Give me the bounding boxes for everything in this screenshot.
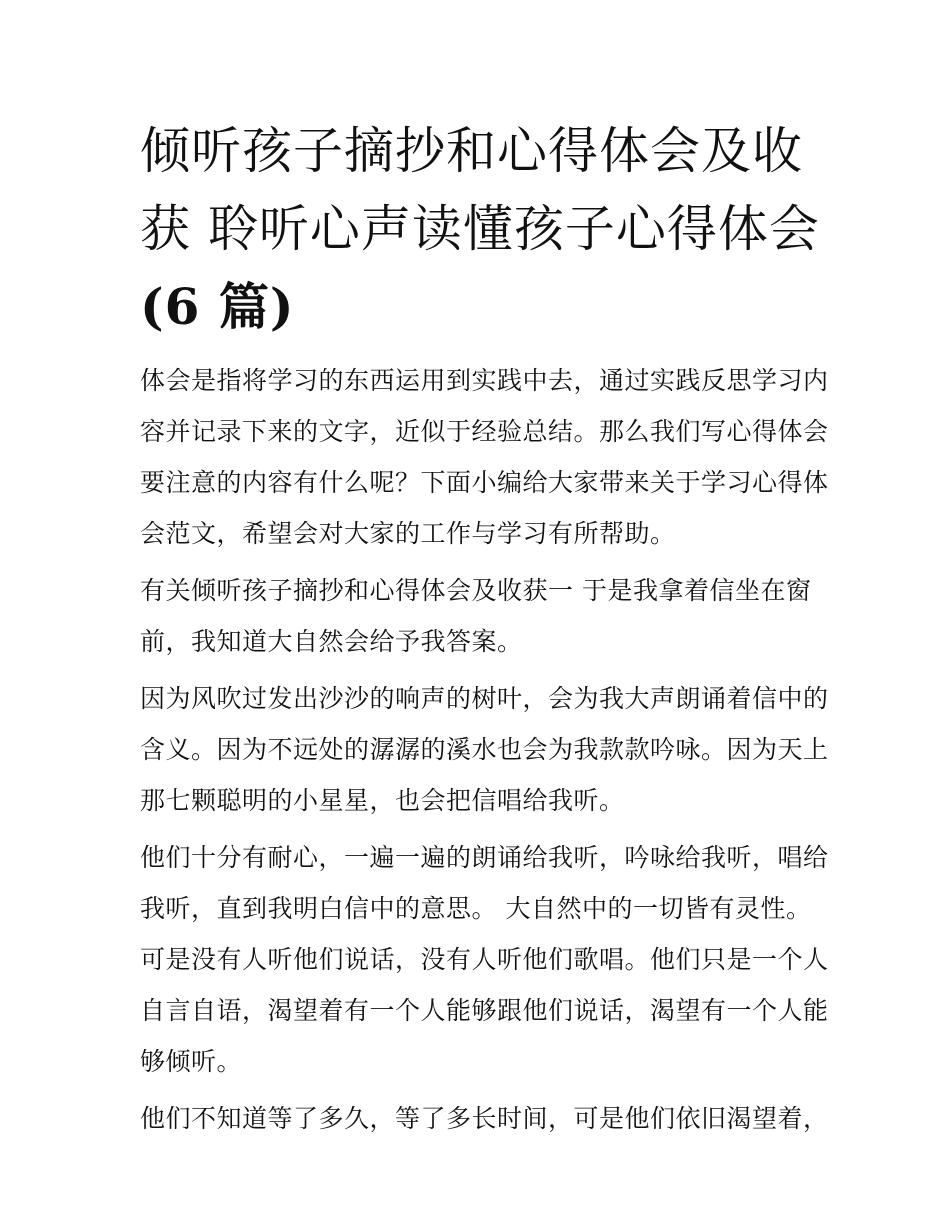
paragraph-line: 我听，直到我明白信中的意思。 大自然中的一切皆有灵性。	[140, 894, 812, 923]
paragraph-line: 要注意的内容有什么呢？下面小编给大家带来关于学习心得体	[140, 468, 829, 497]
paragraph-line: 体会是指将学习的东西运用到实践中去，通过实践反思学习内	[140, 366, 829, 395]
paragraph-line: 有关倾听孩子摘抄和心得体会及收获一 于是我拿着信坐在窗	[140, 576, 812, 605]
paragraph-line: 因为风吹过发出沙沙的响声的树叶，会为我大声朗诵着信中的	[140, 684, 829, 713]
paragraph-line: 可是没有人听他们说话，没有人听他们歌唱。他们只是一个人	[140, 945, 829, 974]
document-title	[140, 112, 820, 346]
title-line-3: (6 篇)	[140, 277, 295, 336]
paragraph-line: 他们不知道等了多久，等了多长时间，可是他们依旧渴望着，	[140, 1104, 829, 1133]
paragraph-line: 够倾听。	[140, 1047, 243, 1076]
paragraph-section-1	[140, 565, 815, 667]
paragraph-wind	[140, 673, 829, 826]
paragraph-patience	[140, 832, 829, 1087]
paragraph-waiting	[140, 1093, 829, 1144]
paragraph-line: 含义。因为不远处的潺潺的溪水也会为我款款吟咏。因为天上	[140, 735, 829, 764]
paragraph-line: 自言自语，渴望着有一个人能够跟他们说话，渴望有一个人能	[140, 996, 829, 1025]
document-body	[140, 355, 829, 1150]
title-line-1: 倾听孩子摘抄和心得体会及收	[140, 122, 803, 180]
paragraph-line: 会范文，希望会对大家的工作与学习有所帮助。	[140, 519, 676, 548]
title-line-2: 获 聆听心声读懂孩子心得体会	[140, 200, 820, 258]
paragraph-line: 那七颗聪明的小星星，也会把信唱给我听。	[140, 786, 625, 815]
paragraph-line: 容并记录下来的文字，近似于经验总结。那么我们写心得体会	[140, 417, 829, 446]
paragraph-line: 前，我知道大自然会给予我答案。	[140, 627, 523, 656]
paragraph-line: 他们十分有耐心，一遍一遍的朗诵给我听，吟咏给我听，唱给	[140, 843, 829, 872]
paragraph-intro	[140, 355, 829, 559]
